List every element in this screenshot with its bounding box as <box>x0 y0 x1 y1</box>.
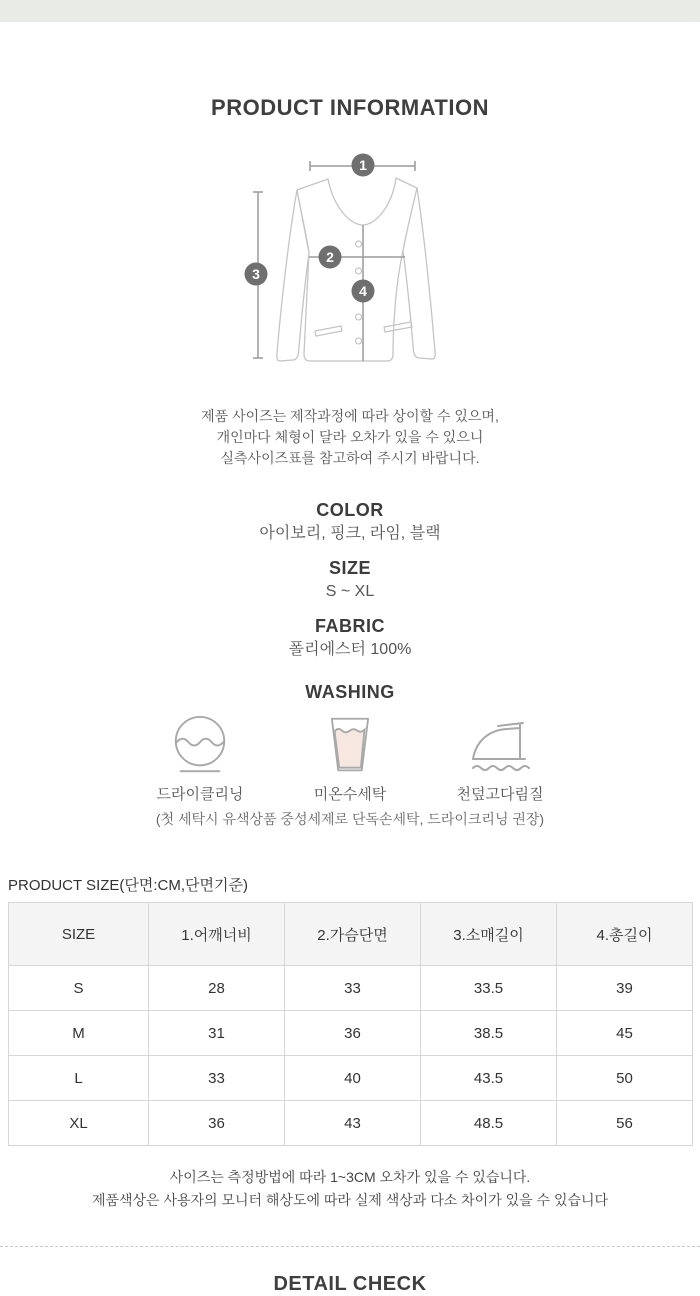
value-cell: 28 <box>149 966 285 1011</box>
badge-3: 3 <box>252 266 260 282</box>
badge-1: 1 <box>359 157 367 173</box>
value-cell: 45 <box>557 1011 693 1056</box>
size-table-header-row <box>9 903 693 966</box>
table-row <box>9 1056 693 1101</box>
color-value: 아이보리, 핑크, 라임, 블랙 <box>259 525 441 542</box>
size-heading: SIZE <box>328 558 371 578</box>
fabric-value: 폴리에스터 100% <box>288 641 412 658</box>
detail-check-title: DETAIL CHECK <box>273 1273 427 1295</box>
size-disclaimer-line: 제품 사이즈는 제작과정에 따라 상이할 수 있으며, <box>201 408 499 424</box>
size-table <box>8 902 693 1146</box>
size-disclaimer <box>0 406 700 469</box>
col-header-chest: 2.가슴단면 <box>285 903 421 966</box>
lukewarm-wash-icon <box>294 713 406 777</box>
cardigan-diagram-illustration <box>235 149 465 389</box>
washing-section <box>0 681 700 829</box>
washing-item-iron <box>444 713 556 804</box>
value-cell: 43 <box>285 1101 421 1146</box>
col-header-shoulder: 1.어깨너비 <box>149 903 285 966</box>
color-section <box>0 499 700 545</box>
fabric-heading: FABRIC <box>315 616 385 636</box>
size-cell: M <box>9 1011 149 1056</box>
value-cell: 50 <box>557 1056 693 1101</box>
table-row <box>9 1011 693 1056</box>
value-cell: 43.5 <box>421 1056 557 1101</box>
badge-2: 2 <box>326 249 334 265</box>
top-image-strip <box>0 0 700 22</box>
table-row <box>9 966 693 1011</box>
value-cell: 33.5 <box>421 966 557 1011</box>
washing-item-dry-clean <box>144 713 256 804</box>
value-cell: 33 <box>285 966 421 1011</box>
size-cell: XL <box>9 1101 149 1146</box>
washing-label: 드라이클리닝 <box>156 786 244 803</box>
value-cell: 40 <box>285 1056 421 1101</box>
fabric-section <box>0 615 700 661</box>
col-header-length: 4.총길이 <box>557 903 693 966</box>
size-value: S ~ XL <box>325 583 375 600</box>
value-cell: 38.5 <box>421 1011 557 1056</box>
col-header-size: SIZE <box>9 903 149 966</box>
value-cell: 31 <box>149 1011 285 1056</box>
size-table-caption: PRODUCT SIZE(단면:CM,단면기준) <box>8 877 248 894</box>
cloth-iron-icon <box>444 713 556 777</box>
color-heading: COLOR <box>316 500 384 520</box>
value-cell: 39 <box>557 966 693 1011</box>
washing-label: 천덮고다림질 <box>456 786 544 803</box>
size-disclaimer-line: 개인마다 체형이 달라 오차가 있을 수 있으니 <box>216 429 484 445</box>
measurement-disclaimer <box>0 1166 700 1212</box>
size-section <box>0 557 700 603</box>
value-cell: 33 <box>149 1056 285 1101</box>
size-cell: L <box>9 1056 149 1101</box>
washing-icons-row <box>0 713 700 804</box>
value-cell: 36 <box>285 1011 421 1056</box>
size-disclaimer-line: 실측사이즈표를 참고하여 주시기 바랍니다. <box>220 450 480 466</box>
badge-4: 4 <box>359 283 367 299</box>
value-cell: 56 <box>557 1101 693 1146</box>
size-cell: S <box>9 966 149 1011</box>
garment-measurement-diagram <box>0 149 700 394</box>
washing-heading: WASHING <box>305 682 395 702</box>
washing-label: 미온수세탁 <box>313 786 387 803</box>
measurement-disclaimer-line: 사이즈는 측정방법에 따라 1~3CM 오차가 있을 수 있습니다. <box>169 1169 531 1185</box>
measurement-disclaimer-line: 제품색상은 사용자의 모니터 해상도에 따라 실제 색상과 다소 차이가 있을 수 있습니다 <box>91 1192 609 1208</box>
col-header-sleeve: 3.소매길이 <box>421 903 557 966</box>
washing-item-lukewarm <box>294 713 406 804</box>
value-cell: 36 <box>149 1101 285 1146</box>
value-cell: 48.5 <box>421 1101 557 1146</box>
page-title: PRODUCT INFORMATION <box>211 95 489 120</box>
dry-clean-icon <box>144 713 256 777</box>
dashed-divider <box>0 1246 700 1247</box>
washing-note: (첫 세탁시 유색상품 중성세제로 단독손세탁, 드라이크리닝 권장) <box>155 811 545 827</box>
table-row <box>9 1101 693 1146</box>
